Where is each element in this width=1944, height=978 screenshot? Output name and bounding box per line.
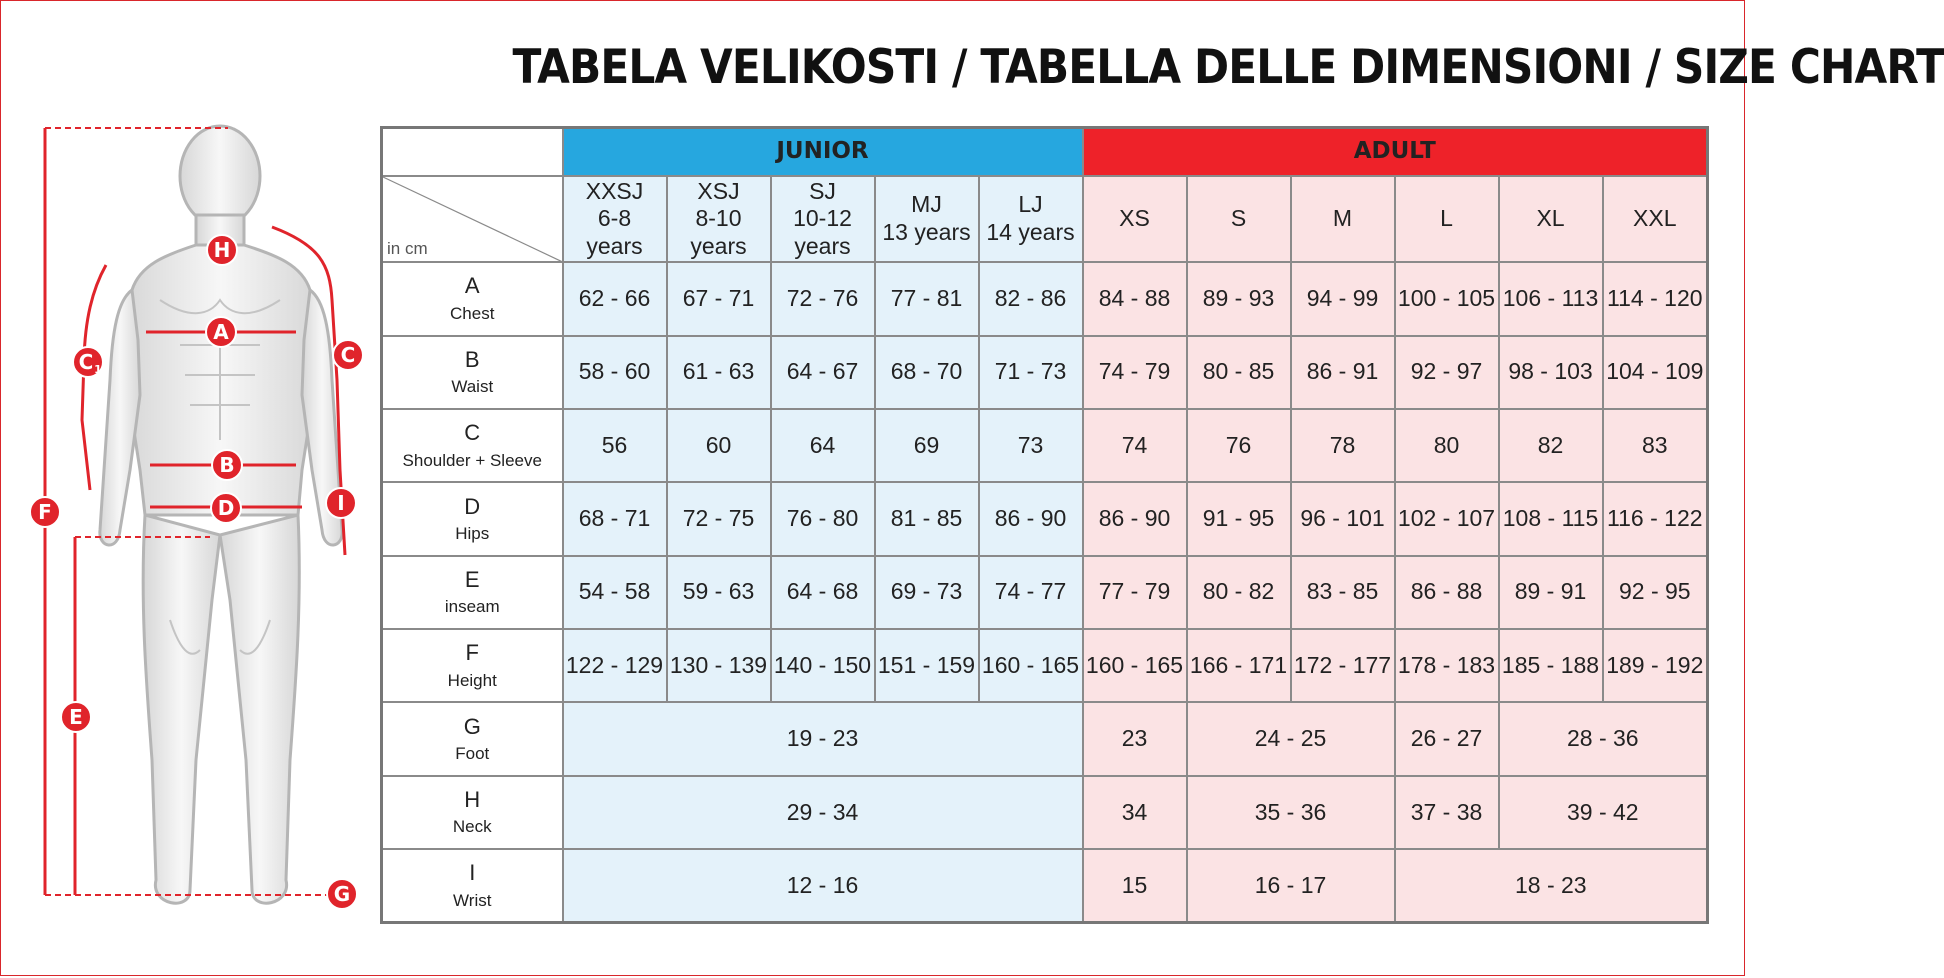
table-cell: 130 - 139: [667, 629, 771, 702]
row-name: Shoulder + Sleeve: [402, 450, 542, 470]
table-cell: 64 - 68: [771, 556, 875, 629]
table-cell: 86 - 90: [979, 482, 1083, 555]
table-cell: 83 - 85: [1291, 556, 1395, 629]
table-cell: 172 - 177: [1291, 629, 1395, 702]
row-letter: A: [464, 273, 480, 299]
row-letter: C: [464, 420, 481, 446]
table-cell: 86 - 91: [1291, 336, 1395, 409]
marker-b: [212, 450, 242, 480]
marker-d: [211, 493, 241, 523]
group-header-row: [382, 128, 1708, 176]
table-cell: 76 - 80: [771, 482, 875, 555]
row-label: [382, 409, 563, 482]
table-cell: 92 - 97: [1395, 336, 1499, 409]
table-cell: 62 - 66: [563, 262, 667, 335]
table-cell: 86 - 88: [1395, 556, 1499, 629]
table-row: [382, 262, 1708, 335]
size-xxl: XXL: [1603, 176, 1708, 262]
table-cell: 82 - 86: [979, 262, 1083, 335]
table-cell: 74: [1083, 409, 1187, 482]
table-cell: 74 - 77: [979, 556, 1083, 629]
table-cell: 178 - 183: [1395, 629, 1499, 702]
table-cell: 81 - 85: [875, 482, 979, 555]
svg-text:F: F: [38, 500, 52, 524]
row-label: [382, 556, 563, 629]
row-name: Hips: [455, 523, 490, 543]
table-cell: 91 - 95: [1187, 482, 1291, 555]
size-xs: XS: [1083, 176, 1187, 262]
table-cell: 83: [1603, 409, 1708, 482]
table-cell: 35 - 36: [1187, 776, 1395, 849]
table-cell: 77 - 79: [1083, 556, 1187, 629]
table-cell: 104 - 109: [1603, 336, 1708, 409]
svg-text:A: A: [213, 320, 229, 344]
table-cell: 140 - 150: [771, 629, 875, 702]
table-cell: 106 - 113: [1499, 262, 1603, 335]
table-cell: 92 - 95: [1603, 556, 1708, 629]
table-cell: 122 - 129: [563, 629, 667, 702]
table-cell: 73: [979, 409, 1083, 482]
row-label: [382, 702, 563, 775]
table-cell: 100 - 105: [1395, 262, 1499, 335]
table-cell: 89 - 93: [1187, 262, 1291, 335]
marker-c: [333, 340, 363, 370]
table-cell: 69: [875, 409, 979, 482]
size-xl: XL: [1499, 176, 1603, 262]
row-name: inseam: [444, 597, 500, 617]
table-cell: 160 - 165: [979, 629, 1083, 702]
size-m: M: [1291, 176, 1395, 262]
svg-text:E: E: [69, 705, 83, 729]
unit-label: in cm: [387, 238, 428, 258]
marker-c1: [73, 347, 103, 377]
table-cell: 34: [1083, 776, 1187, 849]
table-cell: 15: [1083, 849, 1187, 922]
table-cell: 19 - 23: [563, 702, 1083, 775]
table-row: [382, 409, 1708, 482]
table-cell: 72 - 75: [667, 482, 771, 555]
row-letter: B: [464, 346, 480, 372]
table-cell: 60: [667, 409, 771, 482]
table-cell: 24 - 25: [1187, 702, 1395, 775]
svg-text:B: B: [219, 453, 235, 477]
table-cell: 160 - 165: [1083, 629, 1187, 702]
table-cell: 96 - 101: [1291, 482, 1395, 555]
size-sj: SJ 10-12 years: [771, 176, 875, 262]
table-cell: 28 - 36: [1499, 702, 1708, 775]
row-letter: I: [469, 860, 476, 886]
row-name: Neck: [452, 817, 492, 837]
table-cell: 64 - 67: [771, 336, 875, 409]
marker-f: [30, 497, 60, 527]
marker-h: [207, 235, 237, 265]
corner-empty: [382, 128, 563, 176]
row-letter: F: [465, 640, 479, 666]
size-l: L: [1395, 176, 1499, 262]
table-cell: 12 - 16: [563, 849, 1083, 922]
row-label: [382, 482, 563, 555]
table-cell: 74 - 79: [1083, 336, 1187, 409]
table-cell: 114 - 120: [1603, 262, 1708, 335]
table-cell: 76: [1187, 409, 1291, 482]
table-cell: 23: [1083, 702, 1187, 775]
table-row: [382, 482, 1708, 555]
body-measurement-figure: [0, 0, 370, 978]
row-name: Waist: [451, 377, 494, 397]
size-header-row: [382, 176, 1708, 262]
row-name: Chest: [450, 303, 495, 323]
marker-e: [61, 702, 91, 732]
svg-text:D: D: [217, 496, 235, 520]
table-cell: 151 - 159: [875, 629, 979, 702]
svg-text:G: G: [333, 882, 351, 906]
table-cell: 80: [1395, 409, 1499, 482]
table-cell: 54 - 58: [563, 556, 667, 629]
table-cell: 61 - 63: [667, 336, 771, 409]
table-cell: 116 - 122: [1603, 482, 1708, 555]
table-cell: 185 - 188: [1499, 629, 1603, 702]
svg-text:I: I: [337, 491, 345, 515]
adult-header: ADULT: [1083, 128, 1708, 176]
table-cell: 77 - 81: [875, 262, 979, 335]
table-cell: 89 - 91: [1499, 556, 1603, 629]
table-row: [382, 849, 1708, 922]
table-cell: 58 - 60: [563, 336, 667, 409]
table-cell: 102 - 107: [1395, 482, 1499, 555]
unit-corner-cell: [382, 176, 563, 262]
table-cell: 98 - 103: [1499, 336, 1603, 409]
table-cell: 39 - 42: [1499, 776, 1708, 849]
row-label: [382, 336, 563, 409]
table-cell: 18 - 23: [1395, 849, 1708, 922]
row-name: Wrist: [453, 890, 492, 910]
svg-text:C: C: [340, 343, 356, 367]
marker-i: [326, 488, 356, 518]
table-cell: 82: [1499, 409, 1603, 482]
svg-text:C: C: [78, 350, 94, 374]
row-label: [382, 262, 563, 335]
size-s: S: [1187, 176, 1291, 262]
table-cell: 26 - 27: [1395, 702, 1499, 775]
size-xsj: XSJ 8-10 years: [667, 176, 771, 262]
table-cell: 59 - 63: [667, 556, 771, 629]
table-cell: 80 - 82: [1187, 556, 1291, 629]
size-chart-table: [380, 126, 1709, 924]
table-cell: 189 - 192: [1603, 629, 1708, 702]
table-cell: 71 - 73: [979, 336, 1083, 409]
marker-a: [206, 317, 236, 347]
table-cell: 86 - 90: [1083, 482, 1187, 555]
table-cell: 69 - 73: [875, 556, 979, 629]
table-row: [382, 336, 1708, 409]
svg-text:H: H: [213, 238, 231, 262]
table-cell: 56: [563, 409, 667, 482]
table-cell: 108 - 115: [1499, 482, 1603, 555]
table-cell: 37 - 38: [1395, 776, 1499, 849]
row-letter: G: [463, 713, 481, 739]
size-xxsj: XXSJ 6-8 years: [563, 176, 667, 262]
table-cell: 64: [771, 409, 875, 482]
table-row: [382, 776, 1708, 849]
table-cell: 84 - 88: [1083, 262, 1187, 335]
size-lj: LJ 14 years: [979, 176, 1083, 262]
svg-text:1: 1: [94, 363, 102, 376]
table-cell: 67 - 71: [667, 262, 771, 335]
table-cell: 80 - 85: [1187, 336, 1291, 409]
marker-g: [327, 879, 357, 909]
table-cell: 94 - 99: [1291, 262, 1395, 335]
table-cell: 29 - 34: [563, 776, 1083, 849]
table-cell: 68 - 70: [875, 336, 979, 409]
table-row: [382, 702, 1708, 775]
table-row: [382, 556, 1708, 629]
junior-header: JUNIOR: [563, 128, 1083, 176]
table-cell: 72 - 76: [771, 262, 875, 335]
table-cell: 68 - 71: [563, 482, 667, 555]
size-mj: MJ 13 years: [875, 176, 979, 262]
row-letter: E: [464, 566, 480, 592]
row-name: Foot: [455, 743, 490, 763]
row-name: Height: [447, 670, 497, 690]
row-letter: H: [464, 786, 481, 812]
row-label: [382, 629, 563, 702]
row-label: [382, 849, 563, 922]
table-row: [382, 629, 1708, 702]
row-letter: D: [464, 493, 481, 519]
table-cell: 166 - 171: [1187, 629, 1291, 702]
row-label: [382, 776, 563, 849]
page-title: TABELA VELIKOSTI / TABELLA DELLE DIMENSIONI / SIZE CHART: [512, 40, 1944, 95]
table-cell: 16 - 17: [1187, 849, 1395, 922]
table-cell: 78: [1291, 409, 1395, 482]
